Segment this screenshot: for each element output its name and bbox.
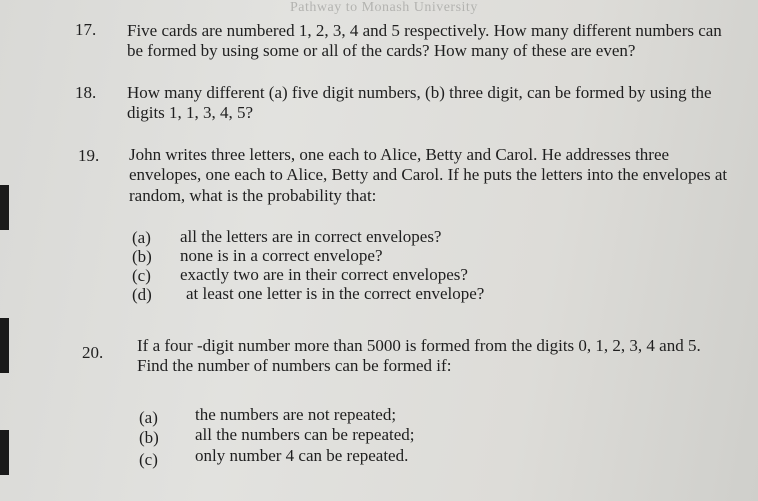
option-label: (c) xyxy=(139,450,158,469)
option-text: all the letters are in correct envelopes? xyxy=(180,227,442,246)
option-text: at least one letter is in the correct envelope? xyxy=(186,284,485,303)
watermark: Pathway to Monash University xyxy=(290,0,478,15)
question-number: 17. xyxy=(75,20,97,39)
option-label: (b) xyxy=(132,247,152,266)
binder-mark xyxy=(0,430,9,475)
question-number: 20. xyxy=(82,343,104,362)
question-text-line: Five cards are numbered 1, 2, 3, 4 and 5 respectively. How many different numbers can xyxy=(127,21,722,40)
question-text-line: envelopes, one each to Alice, Betty and Carol. If he puts the letters into the envelopes at xyxy=(129,165,728,184)
question-number: 18. xyxy=(75,83,97,102)
question-text-line: Find the number of numbers can be formed if: xyxy=(137,356,452,375)
question-text-line: How many different (a) five digit numbers, (b) three digit, can be formed by using the xyxy=(127,83,712,102)
option-label: (a) xyxy=(139,408,158,427)
question-number: 19. xyxy=(78,146,100,165)
option-text: the numbers are not repeated; xyxy=(195,405,397,424)
option-text: exactly two are in their correct envelopes? xyxy=(180,265,468,284)
option-label: (c) xyxy=(132,266,151,285)
option-text: none is in a correct envelope? xyxy=(180,246,383,265)
question-text-line: John writes three letters, one each to Alice, Betty and Carol. He addresses three xyxy=(129,145,670,164)
question-text-line: If a four -digit number more than 5000 is formed from the digits 0, 1, 2, 3, 4 and 5. xyxy=(137,336,701,355)
option-label: (a) xyxy=(132,228,151,247)
option-text: only number 4 can be repeated. xyxy=(195,446,409,465)
binder-mark xyxy=(0,318,9,373)
question-text-line: digits 1, 1, 3, 4, 5? xyxy=(127,103,254,122)
option-label: (b) xyxy=(139,428,159,447)
question-text-line: be formed by using some or all of the cards? How many of these are even? xyxy=(127,41,636,60)
option-text: all the numbers can be repeated; xyxy=(195,425,415,444)
option-label: (d) xyxy=(132,285,152,304)
binder-mark xyxy=(0,185,9,230)
question-text-line: random, what is the probability that: xyxy=(129,186,377,205)
